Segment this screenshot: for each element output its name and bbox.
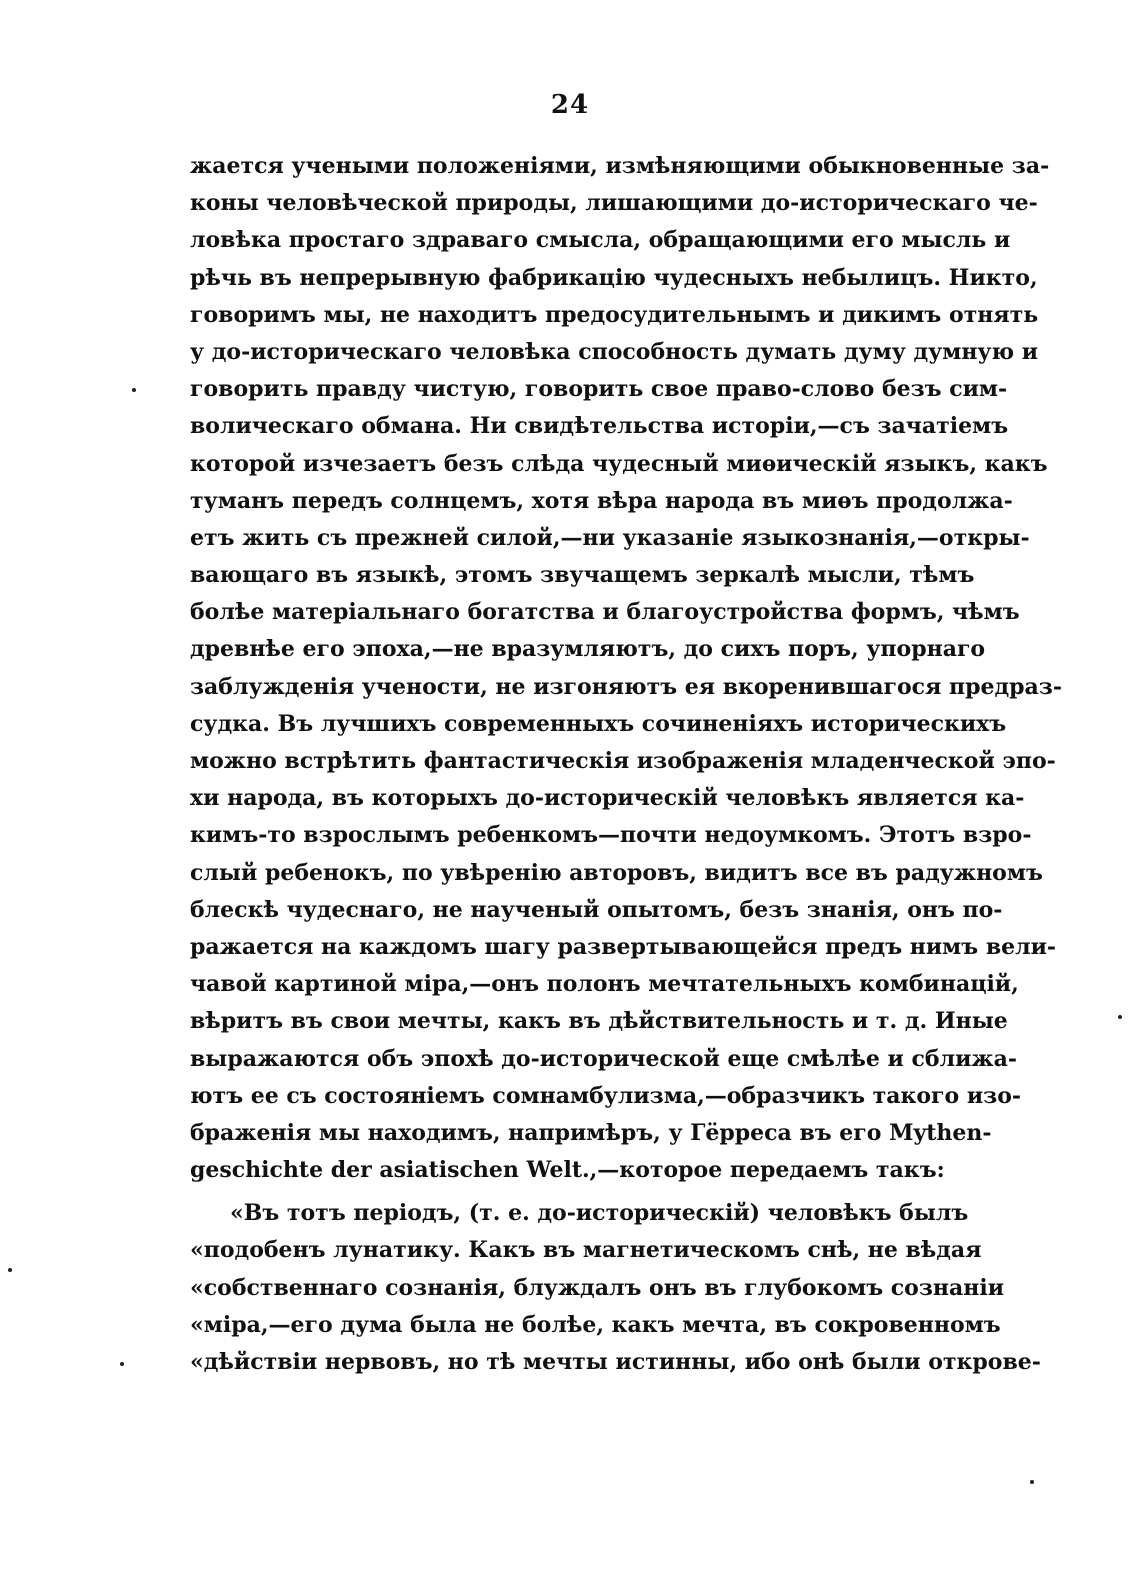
speck (132, 388, 136, 392)
speck (1030, 1480, 1034, 1484)
text-line: ражается на каждомъ шагу развертывающейся предъ нимъ вели- (190, 933, 1057, 960)
text-line: блескѣ чудеснаго, не наученый опытомъ, безъ знанія, онъ по- (190, 896, 1003, 923)
text-line: чавой картиной міра,—онъ полонъ мечтательныхъ комбинацій, (190, 971, 1019, 998)
text-line: вающаго въ языкѣ, этомъ звучащемъ зеркалѣ мысли, тѣмъ (190, 562, 975, 589)
text-line: говорить правду чистую, говорить свое право-слово безъ сим- (190, 376, 1008, 403)
text-line: заблужденія учености, не изгоняютъ ея вкоренившагося предраз- (190, 673, 1062, 700)
text-line: говоримъ мы, не находитъ предосудительнымъ и дикимъ отнять (190, 301, 1039, 328)
body-text (190, 148, 1062, 1381)
text-line: выражаются объ эпохѣ до-исторической еще смѣлѣе и сближа- (190, 1045, 1018, 1072)
text-line: вѣритъ въ свои мечты, какъ въ дѣйствительность и т. д. Иные (190, 1008, 1008, 1035)
text-line: болѣе матеріальнаго богатства и благоустройства формъ, чѣмъ (190, 599, 1020, 626)
quote-line: «міра,—его дума была не болѣе, какъ мечта, въ сокровенномъ (190, 1311, 1001, 1338)
text-line: коны человѣческой природы, лишающими до-историческаго че- (190, 190, 1038, 217)
text-line: кимъ-то взрослымъ ребенкомъ—почти недоумкомъ. Этотъ взро- (190, 822, 1032, 849)
text-line: древнѣе его эпоха,—не вразумляютъ, до сихъ поръ, упорнаго (190, 636, 986, 663)
speck (1118, 1015, 1122, 1019)
text-line: жается учеными положеніями, измѣняющими обыкновенные за- (190, 153, 1050, 179)
text-line: судка. Въ лучшихъ современныхъ сочиненіяхъ историческихъ (190, 710, 1007, 737)
text-line: которой изчезаетъ безъ слѣда чудесный миѳическій языкъ, какъ (190, 450, 1048, 477)
text-line: можно встрѣтить фантастическія изображенія младенческой эпо- (190, 748, 1056, 774)
text-line: geschichte der asiatischen Welt.,—которое передаемъ такъ: (190, 1157, 945, 1184)
text-line: ютъ ее съ состояніемъ сомнамбулизма,—образчикъ такого изо- (190, 1082, 1022, 1109)
paragraph-main (190, 148, 1062, 1189)
text-line: етъ жить съ прежней силой,—ни указаніе языкознанія,—откры- (190, 524, 1030, 551)
speck (120, 1362, 124, 1366)
quote-line: «Въ тотъ періодъ, (т. е. до-историческій) человѣкъ былъ (230, 1200, 969, 1227)
text-line: туманъ передъ солнцемъ, хотя вѣра народа въ миѳъ продолжа- (190, 487, 1013, 514)
text-line: ловѣка простаго здраваго смысла, обращающими его мысль и (190, 227, 1011, 254)
quote-block (190, 1195, 1041, 1381)
text-line: браженія мы находимъ, напримѣръ, у Гёрреса въ его Mythen- (190, 1119, 992, 1146)
text-line: хи народа, въ которыхъ до-историческій человѣкъ является ка- (190, 785, 1025, 812)
text-line: рѣчь въ непрерывную фабрикацію чудесныхъ небылицъ. Никто, (190, 264, 1038, 291)
quote-line: «подобенъ лунатику. Какъ въ магнетическомъ снѣ, не вѣдая (190, 1237, 982, 1264)
quote-line: «собственнаго сознанія, блуждалъ онъ въ глубокомъ сознаніи (190, 1274, 1005, 1301)
text-line: у до-историческаго человѣка способность думать думу думную и (190, 338, 1039, 365)
text-line: волическаго обмана. Ни свидѣтельства исторіи,—съ зачатіемъ (190, 413, 1009, 440)
quote-line: «дѣйствіи нервовъ, но тѣ мечты истинны, ибо онѣ были открове- (190, 1349, 1041, 1375)
page-number: 24 (550, 90, 590, 120)
speck (8, 1268, 12, 1272)
text-line: слый ребенокъ, по увѣренію авторовъ, видитъ все въ радужномъ (190, 859, 1043, 886)
